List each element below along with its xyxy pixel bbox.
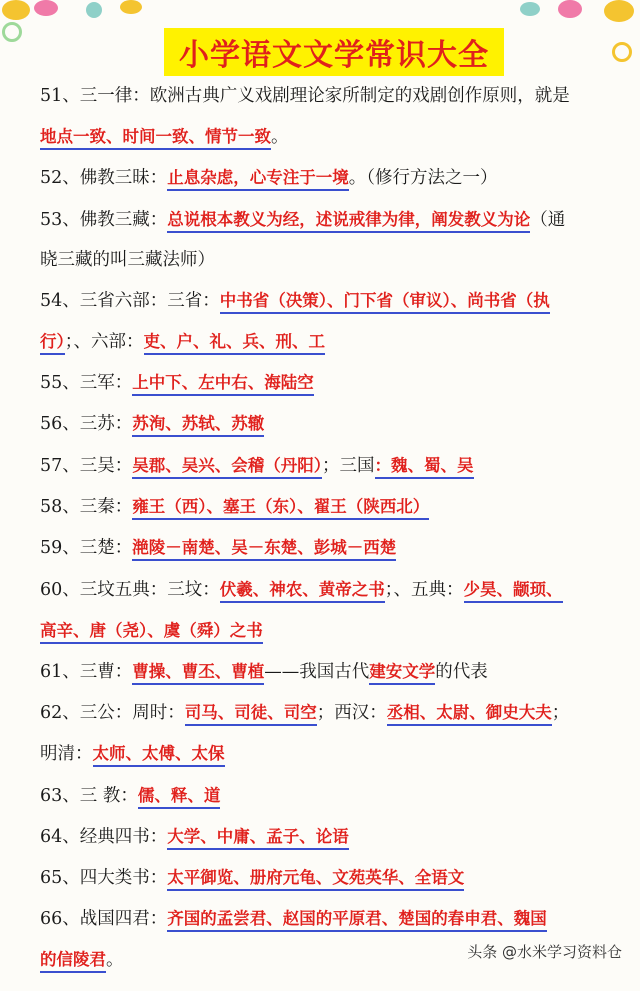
decor-ring [2, 22, 22, 42]
entry-line [40, 743, 635, 765]
entry-line [40, 167, 635, 189]
decor-ring [612, 42, 632, 62]
decor-dot [520, 2, 540, 16]
highlighted-text: 大学、中庸、孟子、论语 [167, 827, 349, 850]
entry-line [40, 785, 635, 807]
entry-item [40, 579, 635, 642]
entry-line [40, 537, 635, 559]
plain-text: ； [551, 703, 570, 724]
decor-dot [120, 0, 142, 14]
highlighted-text: 行） [40, 332, 65, 355]
plain-text: ——我国古代 [264, 661, 370, 682]
decor-dot [558, 0, 582, 18]
highlighted-text: 司马、司徒、司空 [185, 703, 317, 726]
entry-item [40, 702, 635, 765]
decor-dot [2, 0, 30, 20]
entry-line [40, 496, 635, 518]
highlighted-text: 地点一致、时间一致、情节一致 [40, 127, 271, 150]
entry-line [40, 290, 635, 312]
entry-line [40, 702, 635, 724]
decor-dot [34, 0, 58, 16]
entry-item [40, 413, 635, 435]
entry-line [40, 661, 635, 683]
entry-line [40, 620, 635, 642]
plain-text: 58、三秦： [40, 497, 133, 518]
highlighted-text: 中书省（决策）、门下省（审议）、尚书省（执 [220, 291, 550, 314]
plain-text: 54、三省六部：三省： [40, 290, 220, 311]
plain-text: 晓三藏的叫三藏法师） [40, 249, 215, 270]
highlighted-text: 总说根本教义为经，述说戒律为律，阐发教义为论 [167, 210, 530, 233]
highlighted-text: 曹操、曹丕、曹植 [132, 662, 264, 685]
entry-item [40, 167, 635, 189]
highlighted-text: 建安文学 [369, 662, 435, 685]
entry-line [40, 455, 635, 477]
entry-item [40, 455, 635, 477]
entry-line [40, 86, 635, 107]
plain-text: 64、经典四书： [40, 826, 168, 847]
entry-item [40, 908, 635, 971]
highlighted-text: 儒、释、道 [138, 786, 221, 809]
plain-text: 55、三军： [40, 373, 133, 394]
entry-line [40, 372, 635, 394]
highlighted-text: 太平御览、册府元龟、文苑英华、全语文 [167, 868, 464, 891]
plain-text: （通 [530, 209, 566, 230]
plain-text: 66、战国四君： [40, 909, 168, 930]
highlighted-text: 吏、户、礼、兵、刑、工 [144, 332, 326, 355]
plain-text: 63、三 教： [40, 785, 138, 806]
entry-line [40, 908, 635, 930]
entry-item [40, 785, 635, 807]
plain-text: 56、三苏： [40, 414, 133, 435]
entry-line [40, 826, 635, 848]
highlighted-text: ：魏、蜀、吴 [375, 456, 474, 479]
highlighted-text: 丞相、太尉、御史大夫 [387, 703, 552, 726]
highlighted-text: 上中下、左中右、海陆空 [132, 373, 314, 396]
entry-item [40, 867, 635, 889]
entry-item [40, 537, 635, 559]
entry-item [40, 496, 635, 518]
plain-text: 51、三一律：欧洲古典广义戏剧理论家所制定的戏剧创作原则，就是 [40, 86, 570, 106]
plain-text: 。（修行方法之一） [348, 168, 498, 189]
highlighted-text: 齐国的孟尝君、赵国的平原君、楚国的春申君、魏国 [167, 909, 547, 932]
plain-text: 。 [106, 950, 124, 971]
plain-text: 明清： [40, 744, 93, 765]
watermark: 头条 @水米学习资料仓 [467, 943, 622, 961]
highlighted-text: 太师、太傅、太保 [93, 744, 225, 767]
plain-text: 62、三公：周时： [40, 703, 185, 724]
entry-item [40, 290, 635, 353]
plain-text: 52、佛教三昧： [40, 168, 168, 189]
plain-text: ；西汉： [316, 703, 387, 724]
highlighted-text: 滟陵－南楚、吴－东楚、彭城－西楚 [132, 538, 396, 561]
highlighted-text: 苏洵、苏轼、苏辙 [132, 414, 264, 437]
plain-text: 59、三楚： [40, 538, 133, 559]
plain-text: 的代表 [435, 661, 488, 682]
plain-text: ；、五典： [384, 579, 464, 600]
highlighted-text: 吴郡、吴兴、会稽（丹阳） [132, 456, 322, 479]
page-title: 小学语文文学常识大全 [179, 38, 489, 73]
entry-item [40, 661, 635, 683]
plain-text: ；三国 [322, 455, 375, 476]
plain-text: 61、三曹： [40, 661, 133, 682]
entry-list [40, 86, 635, 991]
entry-line [40, 126, 635, 148]
entry-item [40, 826, 635, 848]
entry-line [40, 209, 635, 231]
entry-item [40, 86, 635, 148]
plain-text: 53、佛教三藏： [40, 209, 168, 230]
highlighted-text: 雍王（西）、塞王（东）、翟王（陕西北） [132, 497, 429, 520]
entry-line [40, 579, 635, 601]
plain-text: 60、三坟五典：三坟： [40, 579, 220, 600]
plain-text: ；、六部： [64, 331, 144, 352]
plain-text: 。 [271, 127, 289, 147]
entry-item [40, 372, 635, 394]
highlighted-text: 止息杂虑，心专注于一境 [167, 168, 349, 191]
entry-line [40, 250, 635, 271]
entry-line [40, 413, 635, 435]
entry-line [40, 867, 635, 889]
highlighted-text: 伏羲、神农、黄帝之书 [220, 580, 385, 603]
highlighted-text: 的信陵君 [40, 950, 106, 973]
entry-item [40, 209, 635, 271]
entry-line [40, 331, 635, 353]
highlighted-text: 高辛、唐（尧）、虞（舜）之书 [40, 621, 263, 644]
decor-dot [604, 0, 634, 22]
plain-text: 57、三吴： [40, 455, 133, 476]
plain-text: 65、四大类书： [40, 868, 168, 889]
highlighted-text: 少昊、颛顼、 [464, 580, 563, 603]
decor-dot [86, 2, 102, 18]
